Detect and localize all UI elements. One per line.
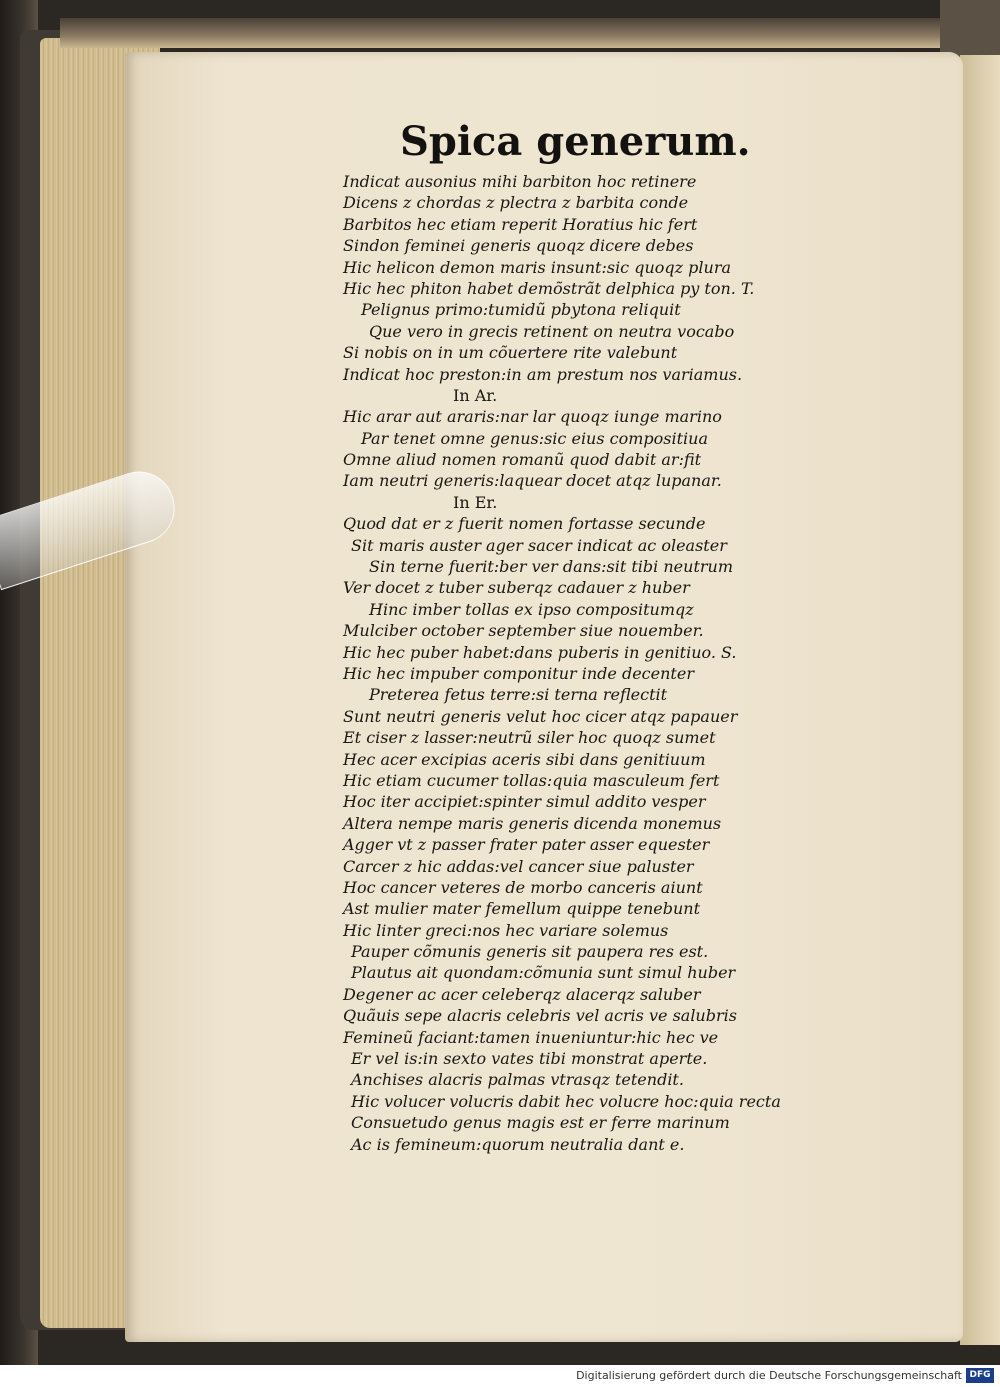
verse-line: Par tenet omne genus:sic eius compositiua — [361, 428, 709, 448]
verse-line: Plautus ait quondam:cõmunia sunt simul huber — [351, 963, 736, 983]
verse-line: Ac is femineum:quorum neutralia dant e. — [351, 1134, 685, 1154]
verse-line: Iam neutri generis:laquear docet atqz lupanar. — [343, 471, 722, 491]
verse-line: Barbitos hec etiam reperit Horatius hic fert — [343, 214, 698, 234]
verse-line: Si nobis on in um cõuertere rite valebunt — [343, 343, 678, 363]
verse-line: Preterea fetus terre:si terna reflectit — [369, 685, 668, 705]
verse-line: Sindon feminei generis quoqz dicere debes — [343, 236, 694, 256]
verse-line: Hoc iter accipiet:spinter simul addito vesper — [343, 792, 706, 812]
verse-line: Quãuis sepe alacris celebris vel acris ve salubris — [343, 1006, 737, 1026]
top-page-edges — [60, 18, 940, 48]
verse-line: Indicat ausonius mihi barbiton hoc retinere — [343, 172, 697, 191]
verse-text — [343, 171, 843, 1155]
verse-line: Hec acer excipias aceris sibi dans genitiuum — [343, 749, 706, 769]
verse-line: Hic volucer volucris dabit hec volucre hoc:quia recta — [351, 1091, 781, 1111]
verse-line: Hinc imber tollas ex ipso compositumqz — [369, 599, 694, 619]
section-heading: In Er. — [453, 492, 498, 512]
verse-line: Anchises alacris palmas vtrasqz tetendit. — [351, 1070, 684, 1090]
verse-line: Dicens z chordas z plectra z barbita conde — [343, 193, 689, 213]
verse-line: Hic arar aut araris:nar lar quoqz iunge marino — [343, 407, 722, 427]
page-title: Spica generum. — [400, 118, 751, 165]
verse-line: Pauper cõmunis generis sit paupera res est. — [351, 942, 709, 962]
verse-line: Sunt neutri generis velut hoc cicer atqz papauer — [343, 706, 738, 726]
verse-line: Hic helicon demon maris insunt:sic quoqz plura — [343, 257, 732, 277]
section-heading: In Ar. — [453, 385, 498, 405]
verse-line: Que vero in grecis retinent on neutra vocabo — [369, 321, 735, 341]
verse-line: Hic etiam cucumer tollas:quia masculeum fert — [343, 770, 720, 790]
footer-bar — [0, 1365, 1000, 1387]
verse-line: Mulciber october september siue nouember. — [343, 621, 704, 641]
verse-line: Quod dat er z fuerit nomen fortasse secunde — [343, 514, 706, 534]
verse-line: Er vel is:in sexto vates tibi monstrat aperte. — [351, 1049, 708, 1069]
verse-line: Hic hec phiton habet demõstrãt delphica py ton. T. — [343, 278, 755, 298]
funding-credit: Digitalisierung gefördert durch die Deutsche Forschungsgemeinschaft — [576, 1369, 962, 1382]
verse-line: Sin terne fuerit:ber ver dans:sit tibi neutrum — [369, 557, 733, 577]
verse-line: Consuetudo genus magis est er ferre marinum — [351, 1113, 730, 1133]
dfg-logo-icon: DFG — [966, 1368, 994, 1383]
verse-line: Agger vt z passer frater pater asser equester — [343, 835, 710, 855]
verse-line: Hoc cancer veteres de morbo canceris aiunt — [343, 877, 703, 897]
facing-page-edge — [960, 55, 1000, 1345]
verse-line: Hic linter greci:nos hec variare solemus — [343, 920, 669, 940]
verse-line: Degener ac acer celeberqz alacerqz saluber — [343, 984, 701, 1004]
verse-line: Pelignus primo:tumidũ pbytona reliquit — [361, 300, 681, 320]
verse-line: Indicat hoc preston:in am prestum nos variamus. — [343, 364, 743, 384]
verse-line: Altera nempe maris generis dicenda monemus — [343, 813, 722, 833]
verse-line: Omne aliud nomen romanũ quod dabit ar:fit — [343, 450, 702, 470]
verse-line: Et ciser z lasser:neutrũ siler hoc quoqz sumet — [343, 728, 716, 748]
verse-line: Ast mulier mater femellum quippe tenebunt — [343, 899, 701, 919]
corner-shadow — [940, 0, 1000, 60]
verse-line: Hic hec puber habet:dans puberis in genitiuo. S. — [343, 642, 737, 662]
verse-line: Femineũ faciant:tamen inueniuntur:hic hec ve — [343, 1027, 719, 1047]
verse-line: Carcer z hic addas:vel cancer siue paluster — [343, 856, 694, 876]
verse-line: Hic hec impuber componitur inde decenter — [343, 663, 694, 683]
verse-line: Ver docet z tuber suberqz cadauer z huber — [343, 578, 690, 598]
verse-line: Sit maris auster ager sacer indicat ac oleaster — [351, 535, 727, 555]
